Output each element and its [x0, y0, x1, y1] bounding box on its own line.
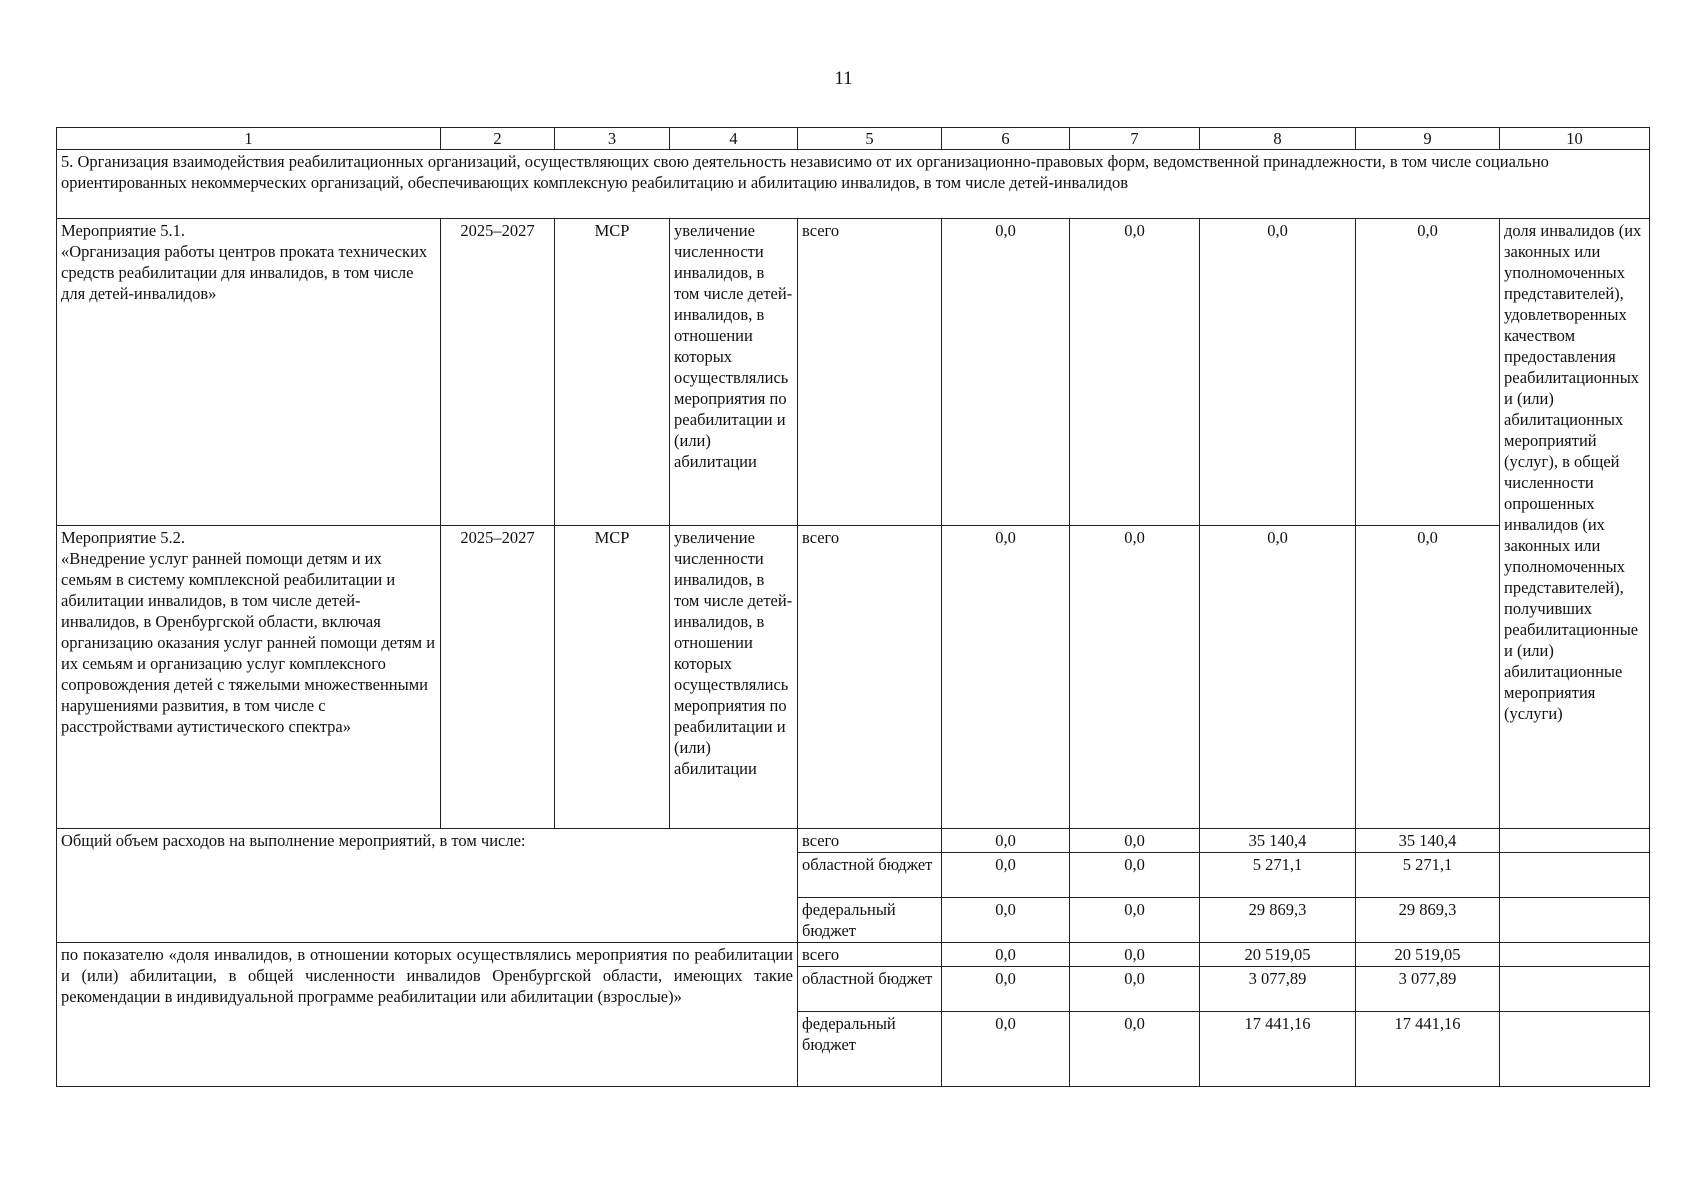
col-header-9: 9 — [1356, 128, 1500, 150]
total-value-7: 0,0 — [1070, 829, 1200, 853]
indicator-expense-value-9: 20 519,05 — [1356, 943, 1500, 967]
total-value-6: 0,0 — [942, 898, 1070, 943]
total-value-9: 5 271,1 — [1356, 853, 1500, 898]
measure-executor: МСР — [555, 526, 670, 829]
total-value-8: 5 271,1 — [1200, 853, 1356, 898]
measure-period: 2025–2027 — [441, 526, 555, 829]
col-header-10: 10 — [1500, 128, 1650, 150]
total-source: областной бюджет — [798, 853, 942, 898]
indicator-expense-row — [57, 943, 1650, 967]
indicator-expense-source: областной бюджет — [798, 967, 942, 1012]
col-header-5: 5 — [798, 128, 942, 150]
indicator-expense-value-7: 0,0 — [1070, 943, 1200, 967]
measure-title: Мероприятие 5.2. — [61, 528, 186, 547]
measure-period: 2025–2027 — [441, 219, 555, 526]
total-value-6: 0,0 — [942, 853, 1070, 898]
column-number-row — [57, 128, 1650, 150]
total-empty-10 — [1500, 829, 1650, 853]
measure-value-6: 0,0 — [942, 219, 1070, 526]
total-value-6: 0,0 — [942, 829, 1070, 853]
indicator-expense-empty-10 — [1500, 1012, 1650, 1087]
measure-description: «Организация работы центров проката технических средств реабилитации для инвалидов, в том числе для детей-инвалидов» — [61, 242, 428, 303]
indicator-cell: доля инвалидов (их законных или уполномоченных представителей), удовлетворенных качеством предоставления реабилитационных и (или) абилитационных мероприятий (услуг), в общей численности опрошенных инвалидов (их законных или уполномоченных представителей), получивших реабилитационные и (или) абилитационные мероприятия (услуги) — [1500, 219, 1650, 829]
total-empty-10 — [1500, 853, 1650, 898]
total-value-8: 35 140,4 — [1200, 829, 1356, 853]
col-header-4: 4 — [670, 128, 798, 150]
measure-result: увеличение численности инвалидов, в том числе детей-инвалидов, в отношении которых осуществлялись мероприятия по реабилитации и (или) абилитации — [670, 219, 798, 526]
indicator-expense-empty-10 — [1500, 943, 1650, 967]
measure-name-cell — [57, 526, 441, 829]
col-header-7: 7 — [1070, 128, 1200, 150]
indicator-expense-empty-10 — [1500, 967, 1650, 1012]
indicator-expense-value-7: 0,0 — [1070, 967, 1200, 1012]
total-row — [57, 829, 1650, 853]
measure-value-8: 0,0 — [1200, 219, 1356, 526]
col-header-2: 2 — [441, 128, 555, 150]
indicator-expense-value-7: 0,0 — [1070, 1012, 1200, 1087]
indicator-expense-value-6: 0,0 — [942, 967, 1070, 1012]
total-source: всего — [798, 829, 942, 853]
col-header-3: 3 — [555, 128, 670, 150]
page-number: 11 — [834, 68, 853, 89]
indicator-expense-value-8: 17 441,16 — [1200, 1012, 1356, 1087]
indicator-expense-value-6: 0,0 — [942, 1012, 1070, 1087]
indicator-expense-source: всего — [798, 943, 942, 967]
total-label: Общий объем расходов на выполнение мероприятий, в том числе: — [57, 829, 798, 943]
section-row — [57, 150, 1650, 219]
indicator-expense-value-6: 0,0 — [942, 943, 1070, 967]
section-title: 5. Организация взаимодействия реабилитационных организаций, осуществляющих свою деятельность независимо от их организационно-правовых форм, ведомственной принадлежности, в том числе социально ориентированных некоммерческих организаций, обеспечивающих комплексную реабилитацию и абилитацию инвалидов, в том числе детей-инвалидов — [57, 150, 1650, 219]
measure-value-9: 0,0 — [1356, 219, 1500, 526]
measure-title: Мероприятие 5.1. — [61, 221, 186, 240]
measure-description: «Внедрение услуг ранней помощи детям и их семьям в систему комплексной реабилитации и абилитации инвалидов, в том числе детей-инвалидов, в Оренбургской области, включая организацию оказания услуг ранней помощи детям и их семьям и организацию услуг комплексного сопровождения детей с тяжелыми множественными нарушениями развития, в том числе с расстройствами аутистического спектра» — [61, 549, 436, 736]
measure-source: всего — [798, 219, 942, 526]
total-value-9: 29 869,3 — [1356, 898, 1500, 943]
measure-result: увеличение численности инвалидов, в том числе детей-инвалидов, в отношении которых осуществлялись мероприятия по реабилитации и (или) абилитации — [670, 526, 798, 829]
col-header-8: 8 — [1200, 128, 1356, 150]
measure-value-7: 0,0 — [1070, 219, 1200, 526]
col-header-6: 6 — [942, 128, 1070, 150]
measure-value-7: 0,0 — [1070, 526, 1200, 829]
measure-source: всего — [798, 526, 942, 829]
indicator-expense-source: федеральный бюджет — [798, 1012, 942, 1087]
total-value-9: 35 140,4 — [1356, 829, 1500, 853]
col-header-1: 1 — [57, 128, 441, 150]
measure-name-cell — [57, 219, 441, 526]
program-table — [56, 127, 1650, 1087]
measure-row — [57, 526, 1650, 829]
total-value-7: 0,0 — [1070, 853, 1200, 898]
measure-value-9: 0,0 — [1356, 526, 1500, 829]
total-value-8: 29 869,3 — [1200, 898, 1356, 943]
total-source: федеральный бюджет — [798, 898, 942, 943]
measure-value-8: 0,0 — [1200, 526, 1356, 829]
total-empty-10 — [1500, 898, 1650, 943]
measure-row — [57, 219, 1650, 526]
indicator-expense-value-9: 3 077,89 — [1356, 967, 1500, 1012]
indicator-expense-value-9: 17 441,16 — [1356, 1012, 1500, 1087]
indicator-expense-value-8: 20 519,05 — [1200, 943, 1356, 967]
indicator-expense-value-8: 3 077,89 — [1200, 967, 1356, 1012]
measure-value-6: 0,0 — [942, 526, 1070, 829]
measure-executor: МСР — [555, 219, 670, 526]
total-value-7: 0,0 — [1070, 898, 1200, 943]
indicator-expense-label: по показателю «доля инвалидов, в отношении которых осуществлялись мероприятия по реабилитации и (или) абилитации, в общей численности инвалидов Оренбургской области, имеющих такие рекомендации в индивидуальной программе реабилитации или абилитации (взрослые)» — [57, 943, 798, 1087]
